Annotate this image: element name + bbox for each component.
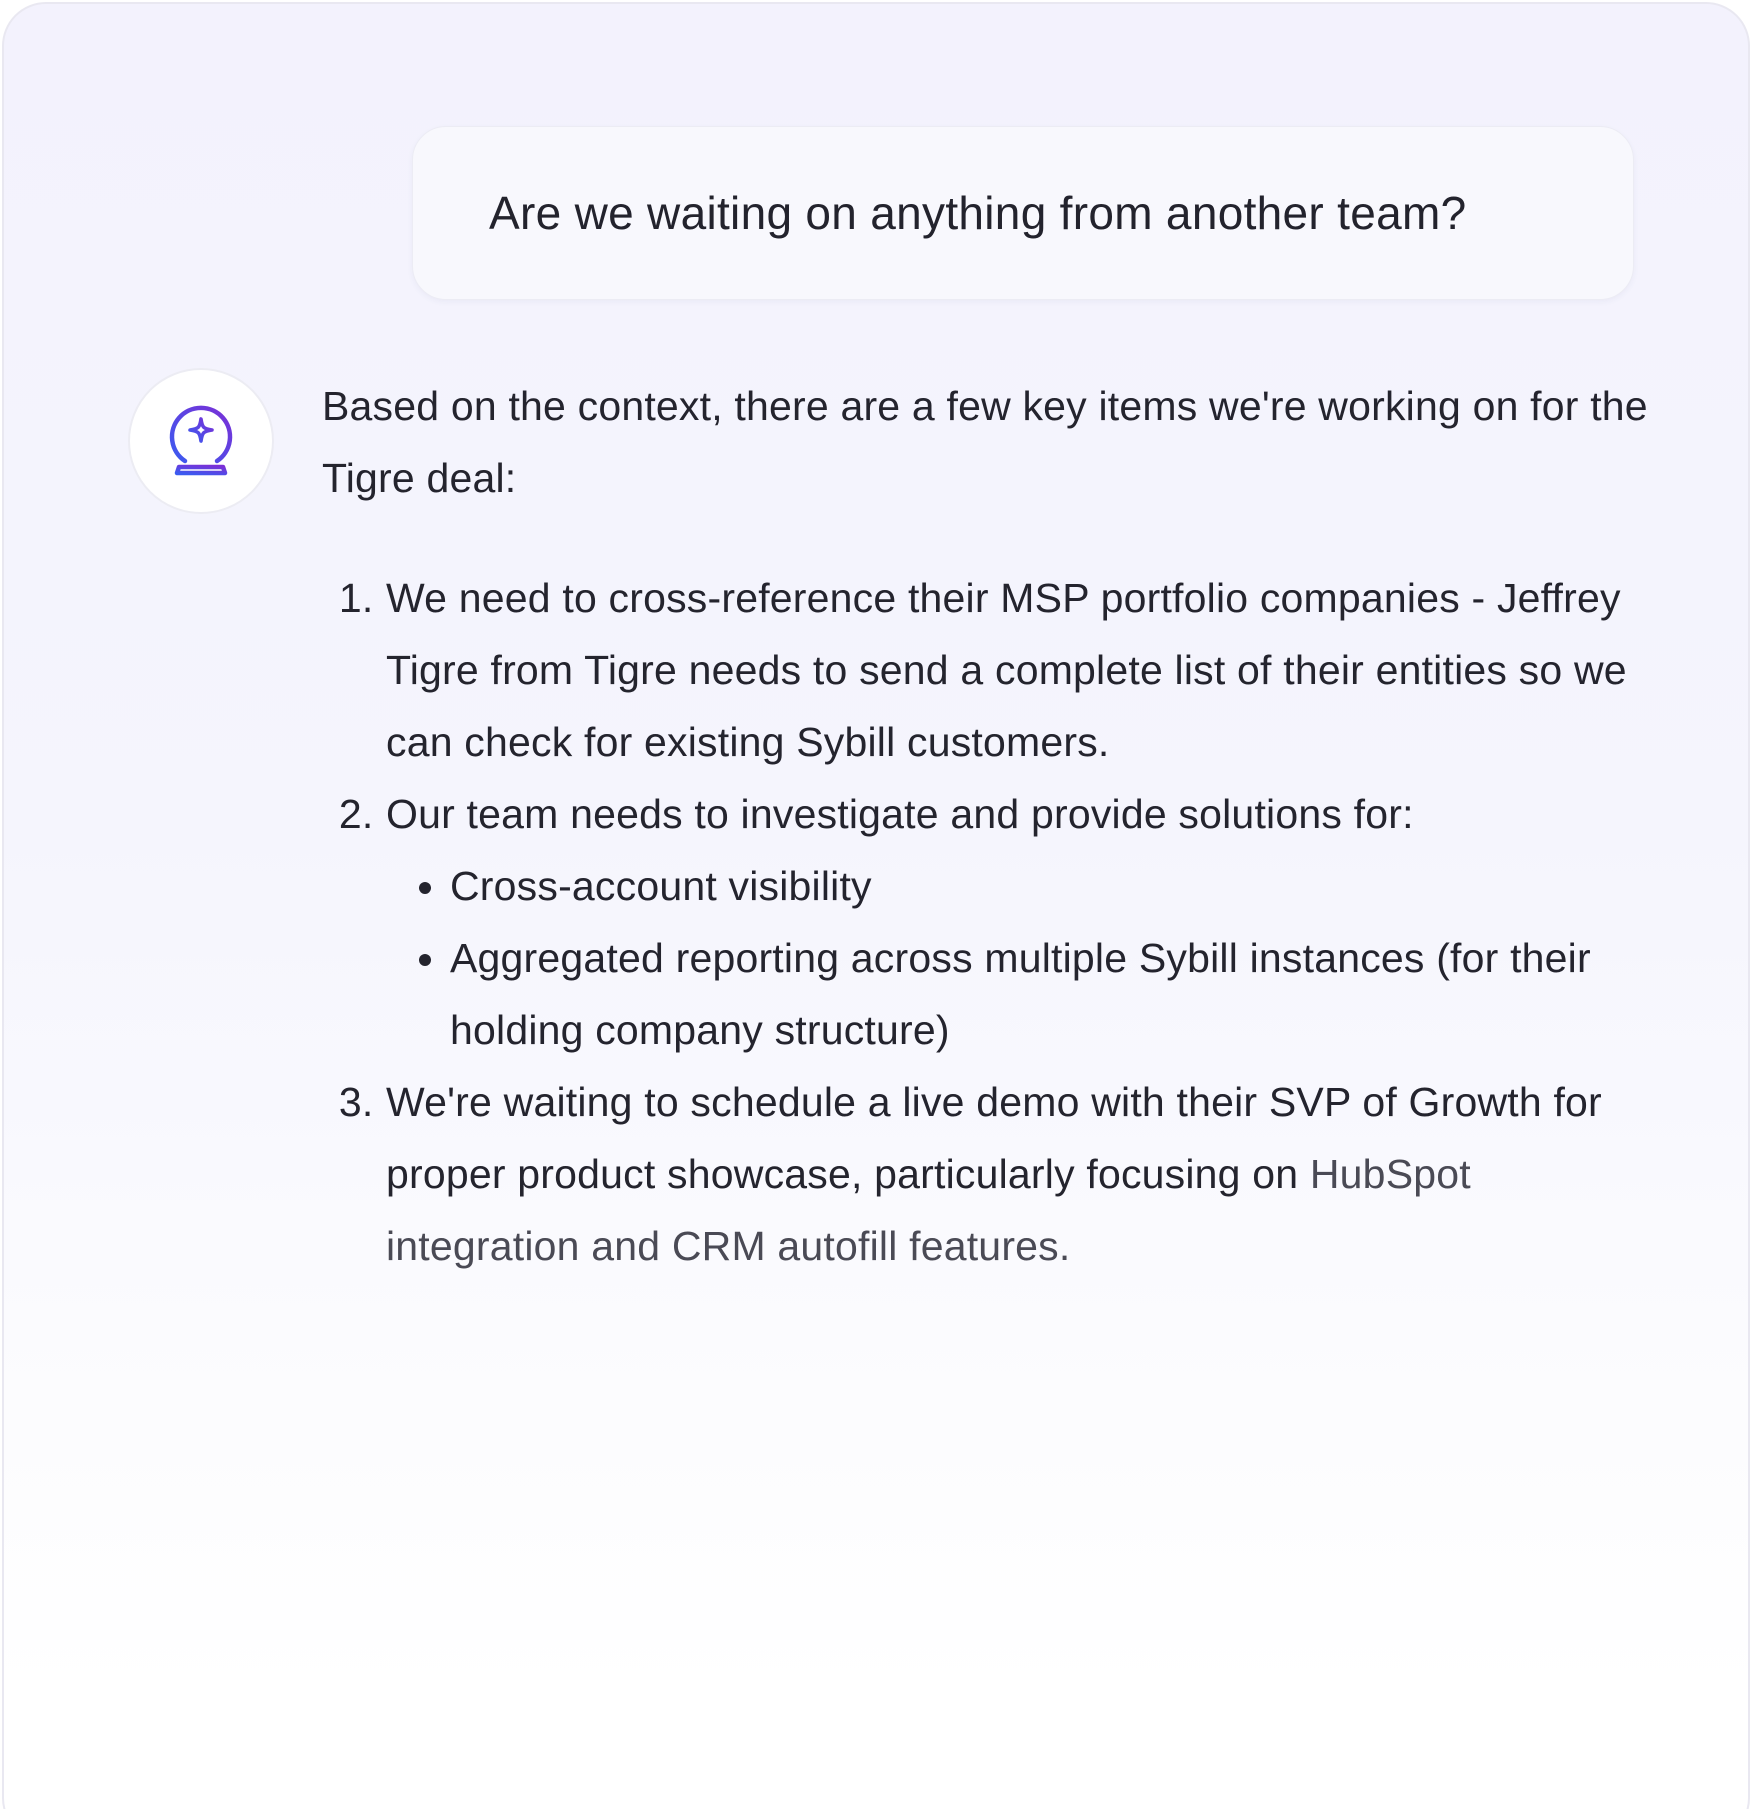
action-items-list (322, 562, 1652, 1282)
list-item-text: Our team needs to investigate and provide solutions for: (386, 791, 1414, 837)
list-item (385, 562, 1652, 778)
list-item-text: We need to cross-reference their MSP portfolio companies - Jeffrey Tigre from Tigre needs to send a complete list of their entities so we can check for existing Sybill customers. (386, 575, 1627, 765)
sub-list-item: • Aggregated reporting across multiple Sybill instances (for their holding company structure) (450, 922, 1652, 1066)
assistant-message (322, 370, 1652, 1282)
sub-list (386, 850, 1652, 1066)
assistant-intro: Based on the context, there are a few key items we're working on for the Tigre deal: (322, 383, 1648, 501)
assistant-avatar (128, 368, 274, 514)
list-item-text-faded: HubSpot integration and CRM autofill features. (386, 1151, 1471, 1269)
sub-list-item: • Cross-account visibility (450, 850, 1652, 922)
user-message-text: Are we waiting on anything from another team? (489, 187, 1467, 239)
user-message-bubble (412, 126, 1634, 300)
list-item (385, 1066, 1652, 1282)
crystal-ball-sparkle-icon (165, 401, 237, 481)
list-item (385, 778, 1652, 1066)
list-item-text: We're waiting to schedule a live demo with their SVP of Growth for proper product showcase, particularly focusing on (386, 1079, 1602, 1197)
chat-panel (2, 2, 1750, 1809)
